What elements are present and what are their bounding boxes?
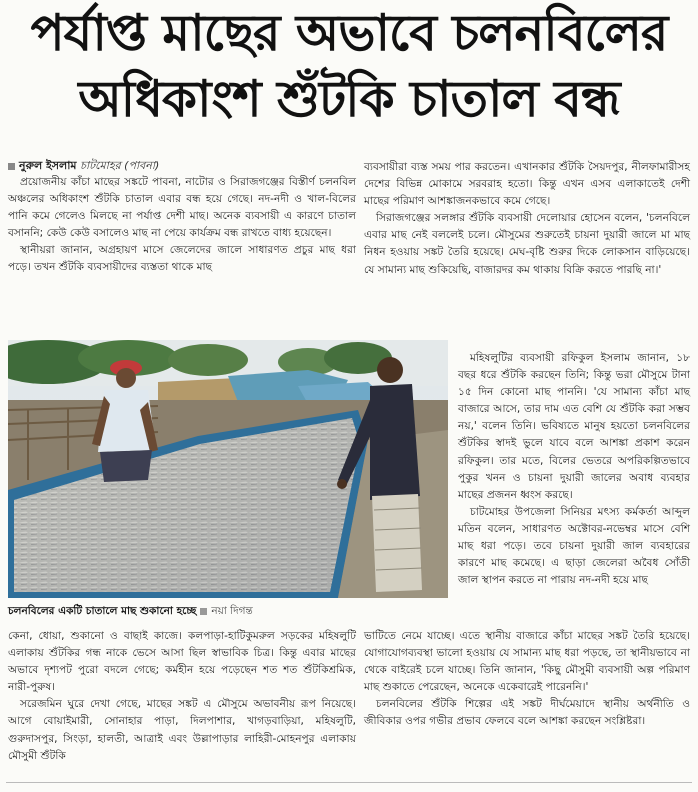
bullet-square-icon	[8, 163, 15, 170]
right-column-bottom	[364, 628, 690, 731]
paragraph: চলনবিলের শুঁটকি শিল্পের এই সঙ্কট দীর্ঘমেয়াদে স্থানীয় অর্থনীতি ও জীবিকার ওপর গভীর প্রভাব ফেলবে বলে আশঙ্কা করছেন সংশ্লিষ্টরা।	[364, 698, 690, 728]
headline-line-2: অধিকাংশ শুঁটকি চাতাল বন্ধ	[78, 70, 620, 128]
byline-author: নুরুল ইসলাম	[19, 159, 77, 172]
headline-line-1: পর্যাপ্ত মাছের অভাবে চলনবিলের	[30, 4, 668, 62]
news-photo	[8, 340, 448, 598]
paragraph: মহিষলুটির ব্যবসায়ী রফিকুল ইসলাম জানান, ১৮ বছর ধরে শুঁটকি করছেন তিনি; কিন্তু ভরা মৌসুমে টানা ১৫ দিন কোনো মাছ পাননি। 'যে সামান্য কাঁচা মাছ বাজারে আসে, তার দাম এত বেশি যে শুঁটকি করা সম্ভব নয়,' বলেন তিনি। ভবিষ্যতে মানুষ হয়তো চলনবিলের শুঁটকির স্বাদই ভুলে যাবে বলে আশঙ্কা প্রকাশ করেন রফিকুল। তার মতে, বিলের ভেতরে অপরিকল্পিতভাবে পুকুর খনন ও চায়না দুয়ারী জালের অবাধ ব্যবহার মাছের প্রজনন ধ্বংস করছে।	[458, 352, 690, 501]
bottom-divider	[6, 782, 692, 783]
byline-location: চাটমোহর (পাবনা)	[80, 159, 160, 172]
paragraph: কেনা, ধোয়া, শুকানো ও বাছাই কাজে। কলপাড়া-হাটিকুমরুল সড়কের মহিষলুটি এলাকায় শুঁটকির গন্ধ নাকে ভেসে আসা ছিল স্বাভাবিক চিত্র। কিন্তু এবার মাছের অভাবে দৃশ্যপট পুরো বদলে গেছে; কর্মহীন হয়ে পড়েছেন শত শত শুঁটকিশ্রমিক, নারী-পুরুষ।	[8, 630, 356, 694]
paragraph: প্রয়োজনীয় কাঁচা মাছের সঙ্কটে পাবনা, নাটোর ও সিরাজগঞ্জের বিস্তীর্ণ চলনবিল অঞ্চলের অধিকাংশ শুঁটকি চাতাল এবার বন্ধ হয়ে গেছে। নদ-নদী ও খাল-বিলের পানি কমে গেলেও মিলছে না পর্যাপ্ত দেশী মাছ। অনেক ব্যবসায়ী এ কারণে চাতাল বসাননি; কেউ কেউ বসালেও মাছ না পেয়ে কার্যক্রম বন্ধ রাখতে বাধ্য হয়েছেন।	[8, 176, 356, 240]
right-column-side	[458, 350, 690, 589]
paragraph: সরেজমিন ঘুরে দেখা গেছে, মাছের সঙ্কট এ মৌসুমে অভাবনীয় রূপ নিয়েছে। আগে বোয়াইমারী, সোনাহার পাড়া, দিলপাশার, খাগড়বাড়িয়া, মহিষলুটি, গুরুদাসপুর, সিংড়া, হালতী, আত্রাই এবং উল্লাপাড়ার লাহিরী-মোহনপুর এলাকায় মৌসুমী শুঁটকি	[8, 698, 356, 762]
photo-credit: নয়া দিগন্ত	[211, 605, 253, 617]
bullet-square-icon	[200, 608, 207, 615]
paragraph: ব্যবসায়ীরা ব্যস্ত সময় পার করতেন। এখানকার শুঁটকি সৈয়দপুর, নীলফামারীসহ দেশের বিভিন্ন মোকামে সরবরাহ হতো। কিন্তু এখন এসব এলাকাতেই দেশী মাছের পরিমাণ আশঙ্কাজনকভাবে কমে গেছে।	[364, 161, 690, 208]
left-column-top	[8, 174, 356, 277]
photo-caption	[8, 604, 448, 621]
left-column-bottom	[8, 628, 356, 765]
paragraph: ভাটিতে নেমে যাচ্ছে। এতে স্থানীয় বাজারে কাঁচা মাছের সঙ্কট তৈরি হয়েছে। যোগাযোগব্যবস্থা ভালো হওয়ায় যে সামান্য মাছ ধরা পড়ছে, তা স্থানীয়ভাবে না থেকে বাইরেই চলে যাচ্ছে। তিনি জানান, 'কিছু মৌসুমী ব্যবসায়ী অল্প পরিমাণ মাছ শুকাতে পেরেছেন, অনেকে একেবারেই পারেননি।'	[364, 630, 690, 694]
caption-text: চলনবিলের একটি চাতালে মাছ শুকানো হচ্ছে	[8, 605, 197, 617]
fish-drying-photo	[8, 340, 448, 598]
paragraph: স্থানীয়রা জানান, অগ্রহায়ণ মাসে জেলেদের জালে সাধারণত প্রচুর মাছ ধরা পড়ে। তখন শুঁটকি ব্যবসায়ীদের ব্যস্ততা থাকে মাছ	[8, 244, 356, 274]
paragraph: সিরাজগঞ্জের সলঙ্গার শুঁটকি ব্যবসায়ী দেলোয়ার হোসেন বলেন, 'চলনবিলে এবার মাছ নেই বললেই চলে। মৌসুমের শুরুতেই চায়না দুয়ারী জালে মা মাছ নিধন হওয়ায় সঙ্কট তৈরি হয়েছে। মেঘ-বৃষ্টি শুরুর দিকে লোকসান বাড়িয়েছে। যে সামান্য মাছ শুকিয়েছি, বাজারদর কম থাকায় বিক্রি করতে পারছি না।'	[364, 212, 690, 276]
right-column-top	[364, 159, 690, 279]
paragraph: চাটমোহর উপজেলা সিনিয়র মৎস্য কর্মকর্তা আব্দুল মতিন বলেন, সাধারণত অক্টোবর-নভেম্বর মাসে বেশি মাছ ধরা পড়ে। তবে চায়না দুয়ারী জাল ব্যবহারের কারণে মাছ কমেছে। এ ছাড়া জেলেরা অবৈধ সোঁতী জাল স্থাপন করতে না পারায় নদ-নদী হয়ে মাছ	[458, 505, 690, 587]
